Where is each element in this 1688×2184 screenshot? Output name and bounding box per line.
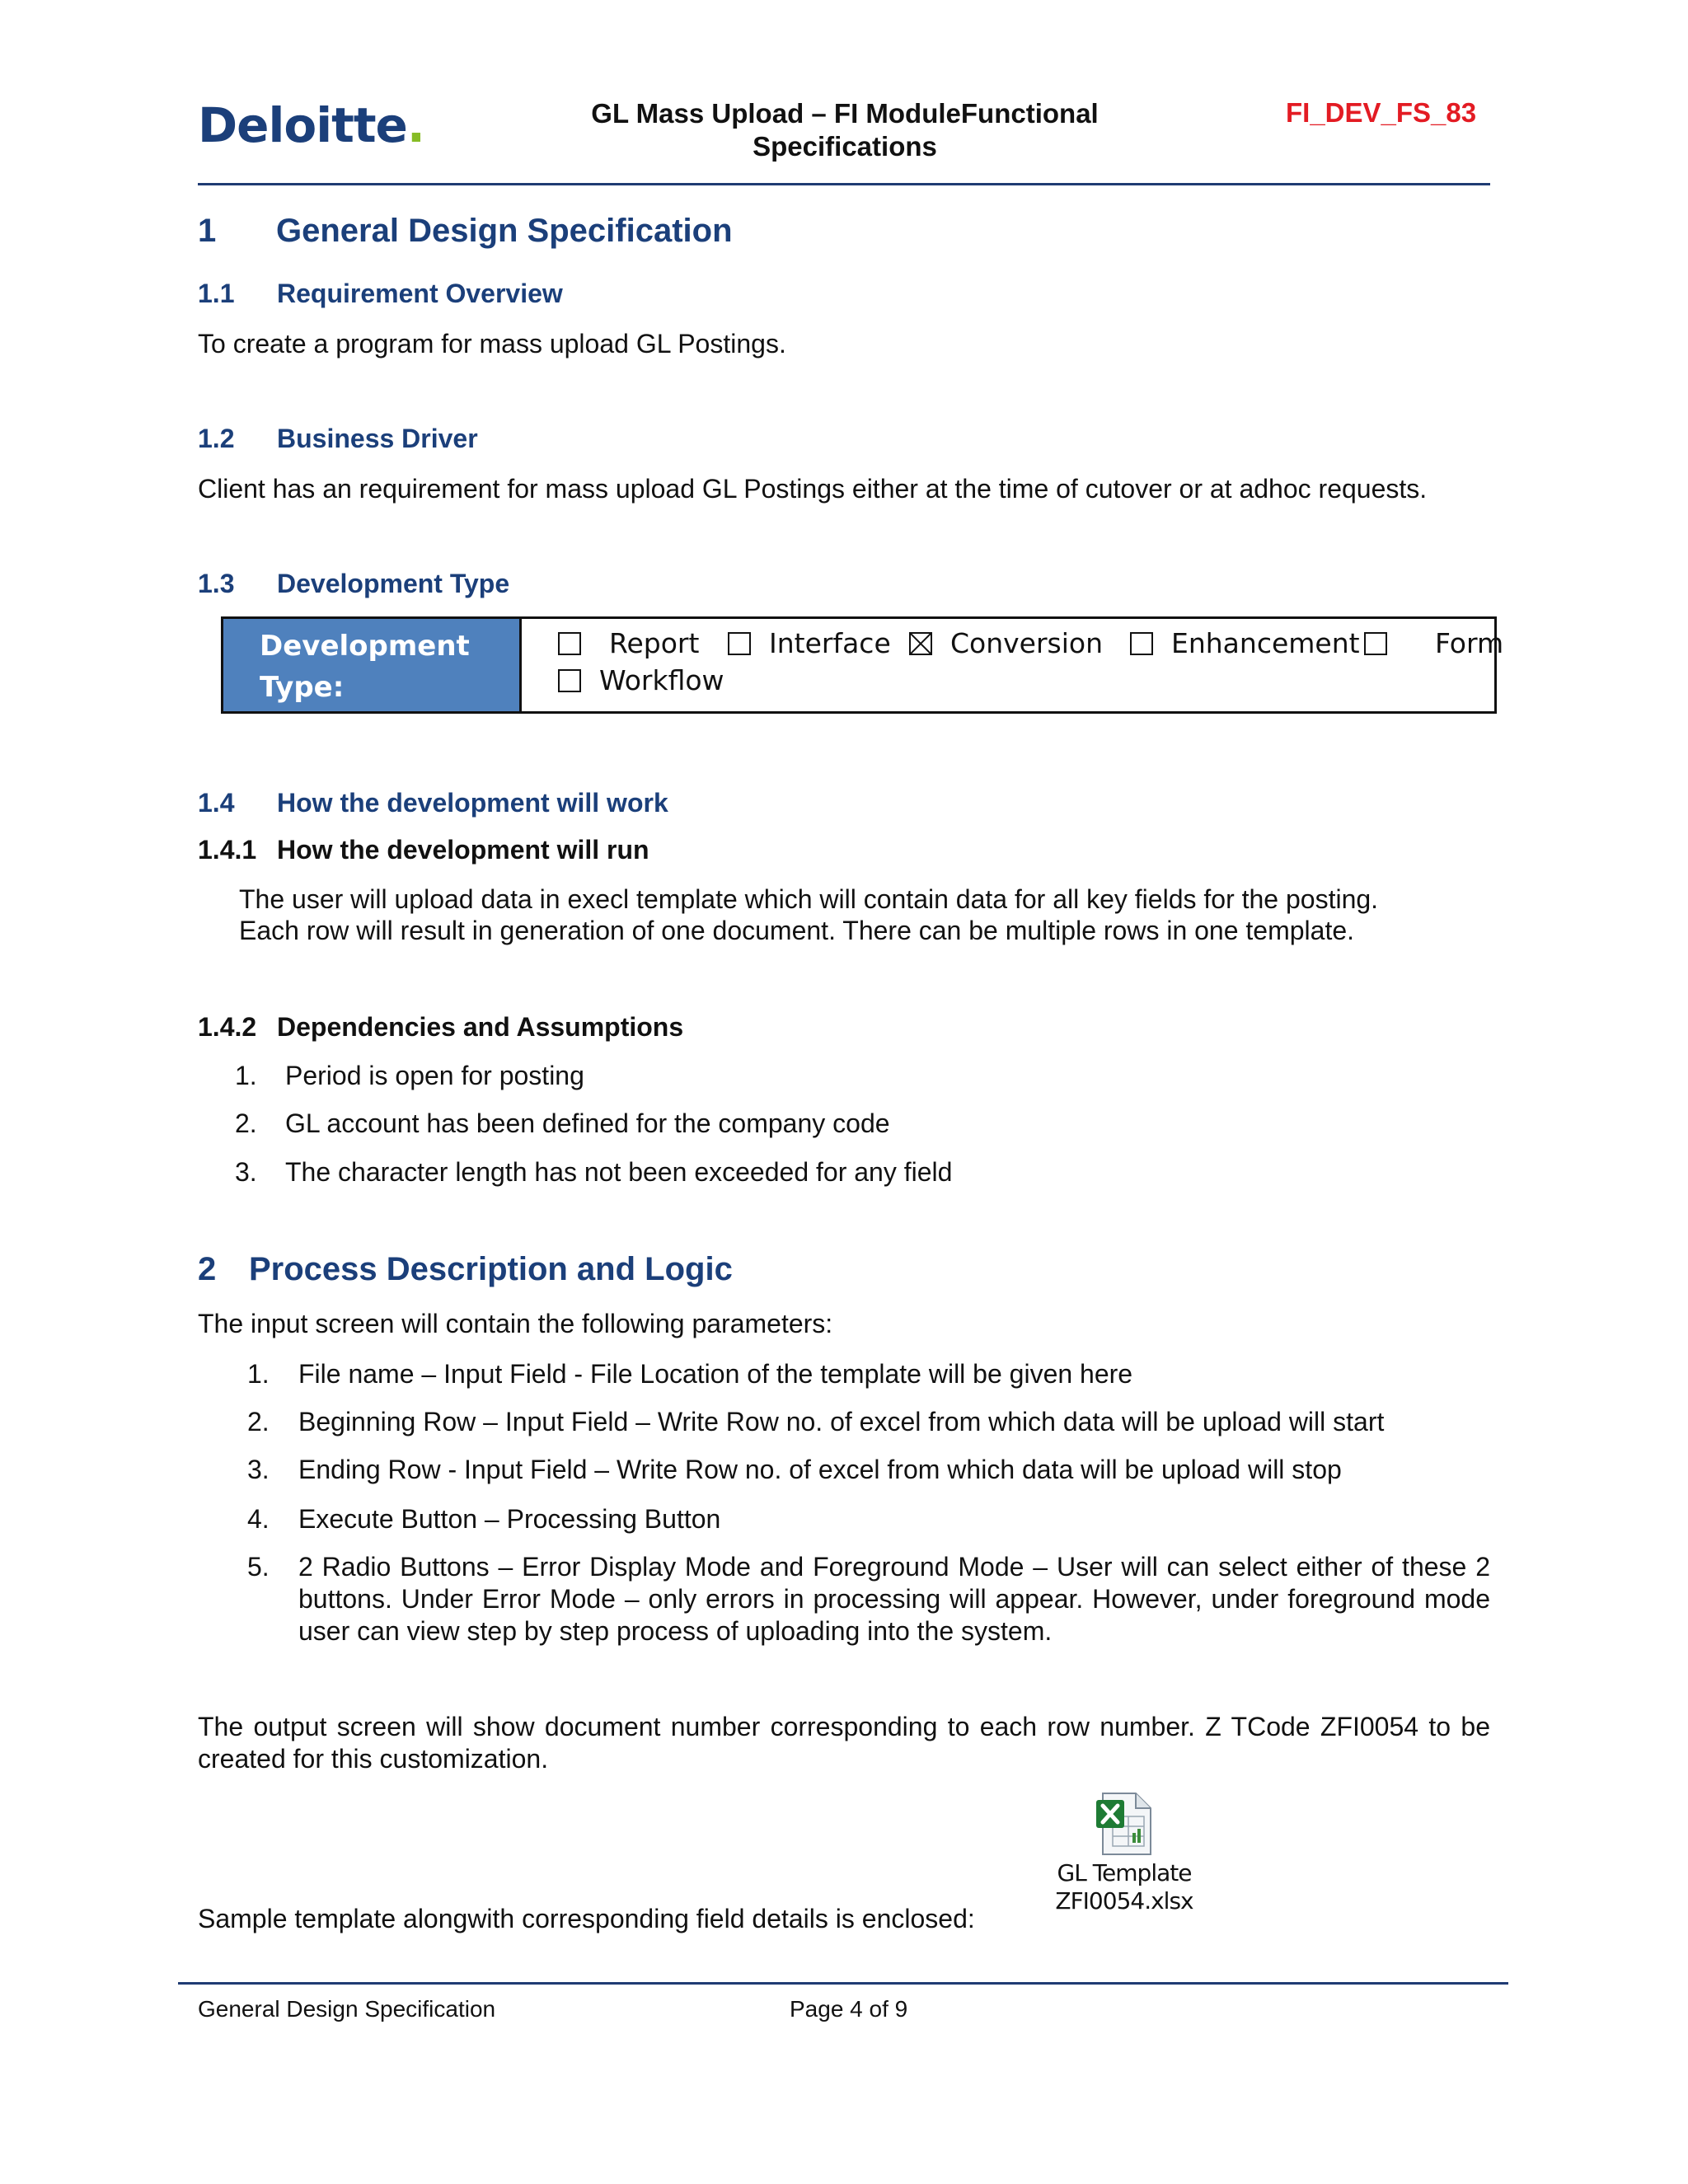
requirement-overview-text: To create a program for mass upload GL Postings. — [198, 329, 786, 359]
section-1-2-heading: 1.2 Business Driver — [198, 424, 478, 453]
parameter-item-text: Beginning Row – Input Field – Write Row no. of excel from which data will be upload will start — [298, 1407, 1385, 1436]
parameter-item-number: 4. — [247, 1504, 270, 1534]
report-checkbox — [558, 632, 581, 655]
interface-checkbox — [728, 632, 751, 655]
section-1-1-heading: 1.1 Requirement Overview — [198, 279, 563, 308]
page-number: Page 4 of 9 — [790, 1996, 908, 2022]
development-type-options — [522, 619, 1504, 711]
conversion-checkbox — [909, 632, 932, 655]
option-interface: Interface — [728, 627, 891, 659]
sample-template-text: Sample template alongwith corresponding field details is enclosed: — [198, 1904, 975, 1933]
attachment-label[interactable]: GL Template ZFI0054.xlsx — [1055, 1859, 1193, 1915]
assumption-item-text: Period is open for posting — [285, 1061, 584, 1090]
workflow-checkbox — [558, 669, 581, 692]
parameter-item-number: 2. — [247, 1407, 270, 1436]
document-title: GL Mass Upload – FI ModuleFunctional Specifications — [591, 98, 1099, 162]
section-1-4-2-heading: 1.4.2 Dependencies and Assumptions — [198, 1012, 684, 1042]
assumption-item: 1. — [235, 1061, 257, 1090]
option-conversion: Conversion — [909, 627, 1103, 659]
option-form: Form — [1364, 627, 1503, 659]
parameter-item-text: 2 Radio Buttons – Error Display Mode and Foreground Mode – User will can select either of these 2 buttons. Under Error Mode – only errors in processing will appear. However, under foreground mode user can view step by step process of uploading into the system. — [298, 1552, 1490, 1646]
section-1-heading: 1 General Design Specification — [198, 213, 733, 249]
input-screen-intro: The input screen will contain the following parameters: — [198, 1309, 833, 1338]
development-type-label: Development Type: — [223, 619, 522, 711]
section-1-4-heading: 1.4 How the development will work — [198, 788, 668, 818]
assumption-item-text: GL account has been defined for the company code — [285, 1108, 890, 1138]
parameter-item-text: File name – Input Field - File Location of the template will be given here — [298, 1359, 1133, 1389]
parameter-item-text: Execute Button – Processing Button — [298, 1504, 721, 1534]
enhancement-checkbox — [1130, 632, 1153, 655]
option-report: Report — [558, 627, 699, 659]
assumption-item: 2. — [235, 1108, 257, 1138]
section-2-heading: 2 Process Description and Logic — [198, 1251, 733, 1287]
development-run-line-1: The user will upload data in execl template which will contain data for all key fields for the posting. — [239, 884, 1379, 914]
section-1-4-1-heading: 1.4.1 How the development will run — [198, 835, 649, 865]
deloitte-logo: Deloitte. — [198, 97, 424, 153]
document-id: FI_DEV_FS_83 — [1286, 97, 1477, 128]
footer-left: General Design Specification — [198, 1996, 496, 2022]
output-screen-text: The output screen will show document number corresponding to each row number. Z TCode ZFI0054 to be created for this customization. — [198, 1712, 1490, 1774]
option-enhancement: Enhancement — [1130, 627, 1360, 659]
option-workflow: Workflow — [558, 664, 724, 696]
header-divider — [198, 183, 1490, 185]
form-checkbox — [1364, 632, 1387, 655]
footer-divider — [178, 1982, 1508, 1985]
assumption-item: 3. — [235, 1157, 257, 1187]
parameter-item-text: Ending Row - Input Field – Write Row no. of excel from which data will be upload will stop — [298, 1455, 1342, 1484]
excel-file-icon[interactable] — [1095, 1792, 1154, 1856]
section-1-3-heading: 1.3 Development Type — [198, 569, 510, 598]
parameter-item-number: 5. — [247, 1552, 270, 1582]
development-type-table — [221, 616, 1504, 714]
business-driver-text: Client has an requirement for mass upload GL Postings either at the time of cutover or at adhoc requests. — [198, 474, 1428, 504]
parameter-item-number: 3. — [247, 1455, 270, 1484]
parameter-item-number: 1. — [247, 1359, 270, 1389]
assumption-item-text: The character length has not been exceeded for any field — [285, 1157, 953, 1187]
development-run-line-2: Each row will result in generation of one document. There can be multiple rows in one template. — [239, 916, 1355, 945]
